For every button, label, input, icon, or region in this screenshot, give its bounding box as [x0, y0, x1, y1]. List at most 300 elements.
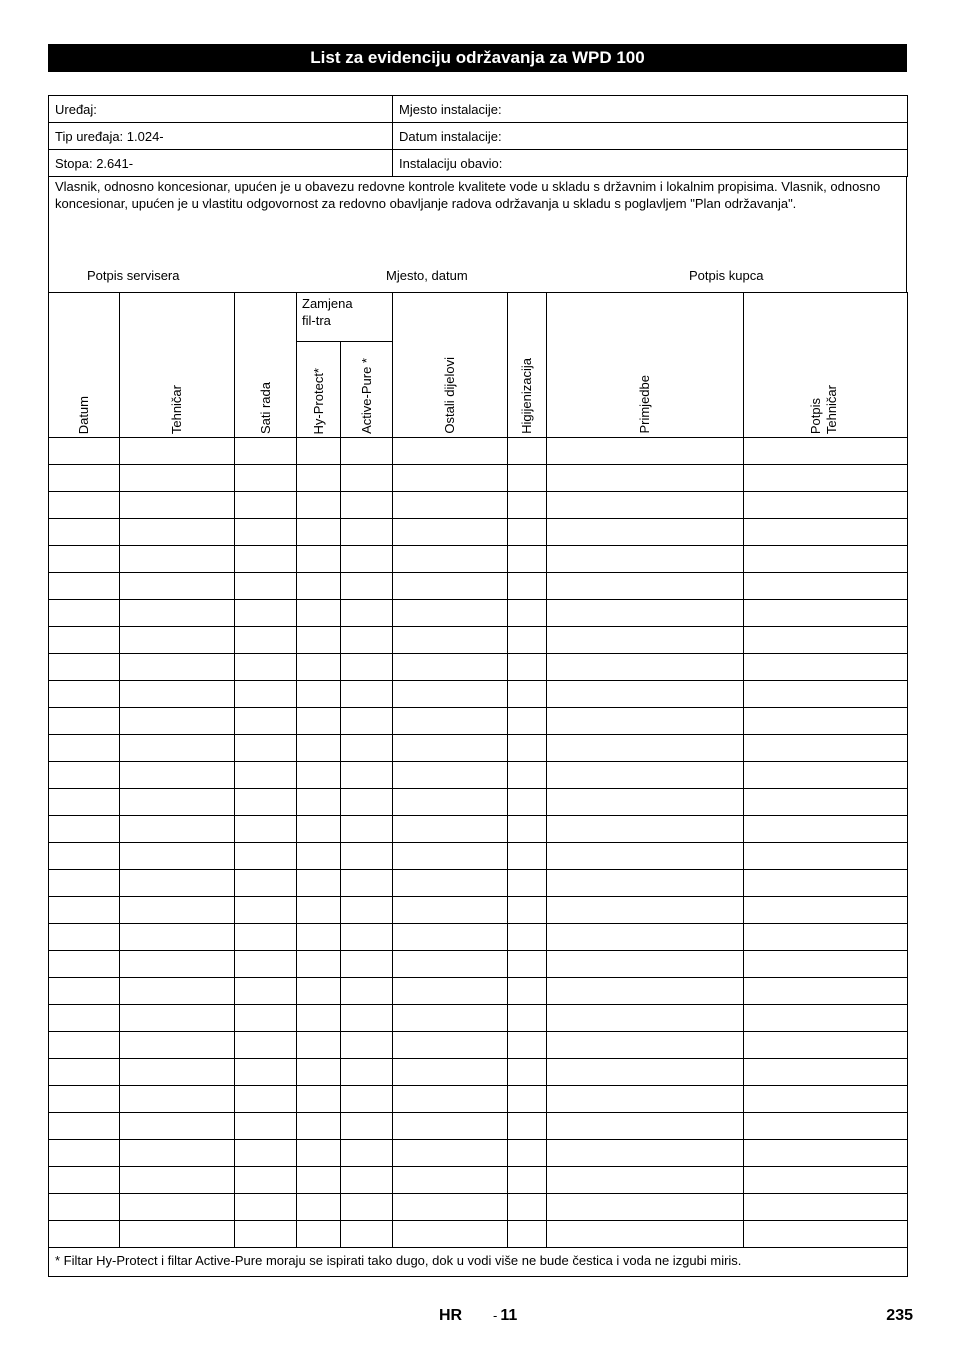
cell-other-parts[interactable]	[393, 897, 508, 924]
cell-active-pure[interactable]	[341, 654, 393, 681]
cell-hy-protect[interactable]	[297, 654, 341, 681]
cell-hygiene[interactable]	[508, 654, 547, 681]
cell-remarks[interactable]	[547, 1086, 744, 1113]
cell-hours[interactable]	[235, 870, 297, 897]
cell-hours[interactable]	[235, 465, 297, 492]
cell-date[interactable]	[49, 546, 120, 573]
cell-technician[interactable]	[120, 816, 235, 843]
cell-hygiene[interactable]	[508, 843, 547, 870]
cell-hours[interactable]	[235, 897, 297, 924]
cell-date[interactable]	[49, 897, 120, 924]
cell-hours[interactable]	[235, 1194, 297, 1221]
cell-active-pure[interactable]	[341, 843, 393, 870]
cell-date[interactable]	[49, 492, 120, 519]
cell-remarks[interactable]	[547, 627, 744, 654]
cell-date[interactable]	[49, 681, 120, 708]
table-row	[49, 1140, 908, 1167]
cell-remarks[interactable]	[547, 978, 744, 1005]
cell-active-pure[interactable]	[341, 1059, 393, 1086]
cell-technician[interactable]	[120, 1221, 235, 1248]
table-row	[49, 735, 908, 762]
cell-active-pure[interactable]	[341, 1194, 393, 1221]
cell-other-parts[interactable]	[393, 546, 508, 573]
cell-date[interactable]	[49, 1032, 120, 1059]
cell-hours[interactable]	[235, 924, 297, 951]
cell-active-pure[interactable]	[341, 978, 393, 1005]
cell-signature[interactable]	[744, 924, 908, 951]
cell-signature[interactable]	[744, 573, 908, 600]
cell-other-parts[interactable]	[393, 681, 508, 708]
cell-active-pure[interactable]	[341, 1113, 393, 1140]
cell-hygiene[interactable]	[508, 681, 547, 708]
table-row	[49, 1167, 908, 1194]
cell-signature[interactable]	[744, 708, 908, 735]
cell-date[interactable]	[49, 1221, 120, 1248]
cell-hy-protect[interactable]	[297, 951, 341, 978]
cell-hy-protect[interactable]	[297, 681, 341, 708]
cell-technician[interactable]	[120, 573, 235, 600]
cell-hygiene[interactable]	[508, 924, 547, 951]
installed-by-field[interactable]: Instalaciju obavio:	[393, 150, 908, 177]
device-type-field[interactable]: Tip uređaja: 1.024-	[49, 123, 393, 150]
cell-remarks[interactable]	[547, 1140, 744, 1167]
cell-hours[interactable]	[235, 492, 297, 519]
cell-hy-protect[interactable]	[297, 1059, 341, 1086]
cell-other-parts[interactable]	[393, 492, 508, 519]
cell-remarks[interactable]	[547, 924, 744, 951]
cell-active-pure[interactable]	[341, 816, 393, 843]
cell-other-parts[interactable]	[393, 735, 508, 762]
cell-date[interactable]	[49, 762, 120, 789]
cell-other-parts[interactable]	[393, 1032, 508, 1059]
cell-date[interactable]	[49, 438, 120, 465]
cell-active-pure[interactable]	[341, 735, 393, 762]
cell-hours[interactable]	[235, 519, 297, 546]
cell-active-pure[interactable]	[341, 1221, 393, 1248]
cell-date[interactable]	[49, 789, 120, 816]
cell-date[interactable]	[49, 1113, 120, 1140]
cell-hours[interactable]	[235, 1059, 297, 1086]
cell-remarks[interactable]	[547, 438, 744, 465]
cell-technician[interactable]	[120, 519, 235, 546]
cell-hy-protect[interactable]	[297, 708, 341, 735]
cell-technician[interactable]	[120, 1167, 235, 1194]
cell-technician[interactable]	[120, 762, 235, 789]
cell-active-pure[interactable]	[341, 492, 393, 519]
cell-hygiene[interactable]	[508, 708, 547, 735]
cell-active-pure[interactable]	[341, 870, 393, 897]
cell-active-pure[interactable]	[341, 1086, 393, 1113]
cell-active-pure[interactable]	[341, 627, 393, 654]
cell-technician[interactable]	[120, 438, 235, 465]
table-row	[49, 519, 908, 546]
cell-hours[interactable]	[235, 951, 297, 978]
cell-hy-protect[interactable]	[297, 1221, 341, 1248]
cell-remarks[interactable]	[547, 573, 744, 600]
cell-hygiene[interactable]	[508, 735, 547, 762]
cell-active-pure[interactable]	[341, 708, 393, 735]
cell-signature[interactable]	[744, 654, 908, 681]
cell-other-parts[interactable]	[393, 1140, 508, 1167]
cell-active-pure[interactable]	[341, 897, 393, 924]
maintenance-log-table	[48, 292, 908, 1277]
cell-signature[interactable]	[744, 438, 908, 465]
cell-hygiene[interactable]	[508, 1113, 547, 1140]
cell-date[interactable]	[49, 600, 120, 627]
cell-hours[interactable]	[235, 1140, 297, 1167]
cell-technician[interactable]	[120, 870, 235, 897]
cell-other-parts[interactable]	[393, 708, 508, 735]
cell-signature[interactable]	[744, 870, 908, 897]
cell-hy-protect[interactable]	[297, 492, 341, 519]
table-row	[49, 978, 908, 1005]
cell-date[interactable]	[49, 465, 120, 492]
cell-date[interactable]	[49, 1140, 120, 1167]
cell-signature[interactable]	[744, 465, 908, 492]
cell-technician[interactable]	[120, 627, 235, 654]
cell-hours[interactable]	[235, 627, 297, 654]
cell-hygiene[interactable]	[508, 1140, 547, 1167]
col-header-hy-protect: Hy-Protect*	[297, 342, 341, 438]
cell-technician[interactable]	[120, 465, 235, 492]
cell-active-pure[interactable]	[341, 681, 393, 708]
cell-hy-protect[interactable]	[297, 1194, 341, 1221]
table-row	[49, 1032, 908, 1059]
cell-remarks[interactable]	[547, 1032, 744, 1059]
cell-hygiene[interactable]	[508, 870, 547, 897]
cell-active-pure[interactable]	[341, 1167, 393, 1194]
col-header-filter-change: Zamjena fil-tra	[297, 293, 393, 342]
cell-active-pure[interactable]	[341, 1005, 393, 1032]
cell-technician[interactable]	[120, 1086, 235, 1113]
cell-other-parts[interactable]	[393, 924, 508, 951]
cell-signature[interactable]	[744, 1059, 908, 1086]
cell-remarks[interactable]	[547, 1221, 744, 1248]
cell-date[interactable]	[49, 627, 120, 654]
cell-remarks[interactable]	[547, 762, 744, 789]
cell-date[interactable]	[49, 843, 120, 870]
cell-signature[interactable]	[744, 681, 908, 708]
col-header-remarks: Primjedbe	[547, 293, 744, 438]
cell-signature[interactable]	[744, 951, 908, 978]
cell-hy-protect[interactable]	[297, 1140, 341, 1167]
cell-date[interactable]	[49, 573, 120, 600]
cell-hy-protect[interactable]	[297, 1032, 341, 1059]
cell-date[interactable]	[49, 924, 120, 951]
cell-other-parts[interactable]	[393, 978, 508, 1005]
cell-remarks[interactable]	[547, 546, 744, 573]
cell-hours[interactable]	[235, 1221, 297, 1248]
cell-hy-protect[interactable]	[297, 1113, 341, 1140]
cell-hy-protect[interactable]	[297, 519, 341, 546]
cell-active-pure[interactable]	[341, 951, 393, 978]
cell-hygiene[interactable]	[508, 546, 547, 573]
cell-signature[interactable]	[744, 1140, 908, 1167]
cell-remarks[interactable]	[547, 870, 744, 897]
cell-hours[interactable]	[235, 708, 297, 735]
table-row	[49, 1194, 908, 1221]
cell-hy-protect[interactable]	[297, 600, 341, 627]
cell-hy-protect[interactable]	[297, 843, 341, 870]
cell-other-parts[interactable]	[393, 438, 508, 465]
cell-technician[interactable]	[120, 1140, 235, 1167]
cell-hours[interactable]	[235, 546, 297, 573]
cell-technician[interactable]	[120, 1032, 235, 1059]
cell-other-parts[interactable]	[393, 654, 508, 681]
cell-date[interactable]	[49, 1059, 120, 1086]
cell-remarks[interactable]	[547, 843, 744, 870]
cell-other-parts[interactable]	[393, 762, 508, 789]
cell-technician[interactable]	[120, 546, 235, 573]
cell-remarks[interactable]	[547, 708, 744, 735]
table-row	[49, 1005, 908, 1032]
cell-hygiene[interactable]	[508, 600, 547, 627]
cell-active-pure[interactable]	[341, 789, 393, 816]
cell-signature[interactable]	[744, 816, 908, 843]
cell-signature[interactable]	[744, 789, 908, 816]
service-signature-label: Potpis servisera	[87, 268, 180, 283]
cell-date[interactable]	[49, 951, 120, 978]
cell-hygiene[interactable]	[508, 1059, 547, 1086]
cell-active-pure[interactable]	[341, 1140, 393, 1167]
cell-signature[interactable]	[744, 1221, 908, 1248]
cell-remarks[interactable]	[547, 681, 744, 708]
cell-technician[interactable]	[120, 978, 235, 1005]
cell-technician[interactable]	[120, 681, 235, 708]
cell-hygiene[interactable]	[508, 465, 547, 492]
cell-other-parts[interactable]	[393, 627, 508, 654]
cell-signature[interactable]	[744, 978, 908, 1005]
cell-date[interactable]	[49, 1194, 120, 1221]
cell-hy-protect[interactable]	[297, 789, 341, 816]
cell-signature[interactable]	[744, 762, 908, 789]
cell-hy-protect[interactable]	[297, 870, 341, 897]
cell-technician[interactable]	[120, 924, 235, 951]
cell-date[interactable]	[49, 978, 120, 1005]
cell-date[interactable]	[49, 735, 120, 762]
col-header-signature: Potpis Tehničar	[744, 293, 908, 438]
cell-active-pure[interactable]	[341, 924, 393, 951]
cell-technician[interactable]	[120, 1113, 235, 1140]
cell-other-parts[interactable]	[393, 816, 508, 843]
cell-hours[interactable]	[235, 1167, 297, 1194]
cell-signature[interactable]	[744, 1194, 908, 1221]
cell-hours[interactable]	[235, 978, 297, 1005]
cell-signature[interactable]	[744, 735, 908, 762]
cell-other-parts[interactable]	[393, 1221, 508, 1248]
cell-active-pure[interactable]	[341, 1032, 393, 1059]
cell-other-parts[interactable]	[393, 1059, 508, 1086]
cell-hygiene[interactable]	[508, 978, 547, 1005]
cell-remarks[interactable]	[547, 492, 744, 519]
cell-technician[interactable]	[120, 843, 235, 870]
cell-hygiene[interactable]	[508, 951, 547, 978]
cell-active-pure[interactable]	[341, 438, 393, 465]
cell-technician[interactable]	[120, 654, 235, 681]
cell-technician[interactable]	[120, 951, 235, 978]
cell-other-parts[interactable]	[393, 519, 508, 546]
col-header-hygiene: Higijenizacija	[508, 293, 547, 438]
cell-signature[interactable]	[744, 627, 908, 654]
cell-hy-protect[interactable]	[297, 1005, 341, 1032]
cell-date[interactable]	[49, 1167, 120, 1194]
cell-hygiene[interactable]	[508, 1086, 547, 1113]
cell-other-parts[interactable]	[393, 1194, 508, 1221]
cell-signature[interactable]	[744, 897, 908, 924]
cell-signature[interactable]	[744, 546, 908, 573]
cell-hygiene[interactable]	[508, 573, 547, 600]
footer-page-number: 235	[886, 1307, 913, 1324]
cell-signature[interactable]	[744, 1113, 908, 1140]
cell-remarks[interactable]	[547, 735, 744, 762]
cell-hygiene[interactable]	[508, 492, 547, 519]
cell-hygiene[interactable]	[508, 897, 547, 924]
cell-signature[interactable]	[744, 1086, 908, 1113]
cell-date[interactable]	[49, 519, 120, 546]
cell-date[interactable]	[49, 816, 120, 843]
cell-hygiene[interactable]	[508, 627, 547, 654]
cell-other-parts[interactable]	[393, 843, 508, 870]
cell-hours[interactable]	[235, 681, 297, 708]
cell-other-parts[interactable]	[393, 600, 508, 627]
cell-signature[interactable]	[744, 1005, 908, 1032]
cell-hy-protect[interactable]	[297, 762, 341, 789]
cell-other-parts[interactable]	[393, 1167, 508, 1194]
cell-hygiene[interactable]	[508, 1221, 547, 1248]
cell-signature[interactable]	[744, 492, 908, 519]
cell-hy-protect[interactable]	[297, 465, 341, 492]
cell-remarks[interactable]	[547, 789, 744, 816]
cell-hy-protect[interactable]	[297, 573, 341, 600]
cell-hygiene[interactable]	[508, 1194, 547, 1221]
cell-technician[interactable]	[120, 492, 235, 519]
col-header-other-parts: Ostali dijelovi	[393, 293, 508, 438]
cell-hy-protect[interactable]	[297, 438, 341, 465]
cell-signature[interactable]	[744, 843, 908, 870]
cell-hy-protect[interactable]	[297, 897, 341, 924]
cell-hygiene[interactable]	[508, 762, 547, 789]
cell-other-parts[interactable]	[393, 1005, 508, 1032]
cell-hours[interactable]	[235, 1005, 297, 1032]
install-date-field[interactable]: Datum instalacije:	[393, 123, 908, 150]
cell-hy-protect[interactable]	[297, 1086, 341, 1113]
cell-date[interactable]	[49, 654, 120, 681]
cell-technician[interactable]	[120, 1059, 235, 1086]
cell-signature[interactable]	[744, 1032, 908, 1059]
cell-active-pure[interactable]	[341, 600, 393, 627]
table-row	[49, 1086, 908, 1113]
cell-hours[interactable]	[235, 762, 297, 789]
cell-other-parts[interactable]	[393, 951, 508, 978]
cell-hy-protect[interactable]	[297, 1167, 341, 1194]
cell-remarks[interactable]	[547, 1005, 744, 1032]
cell-other-parts[interactable]	[393, 789, 508, 816]
cell-other-parts[interactable]	[393, 1113, 508, 1140]
cell-technician[interactable]	[120, 789, 235, 816]
cell-remarks[interactable]	[547, 1194, 744, 1221]
cell-date[interactable]	[49, 1086, 120, 1113]
cell-hours[interactable]	[235, 1113, 297, 1140]
cell-remarks[interactable]	[547, 1059, 744, 1086]
cell-active-pure[interactable]	[341, 465, 393, 492]
cell-remarks[interactable]	[547, 519, 744, 546]
cell-hygiene[interactable]	[508, 519, 547, 546]
cell-hours[interactable]	[235, 600, 297, 627]
cell-hygiene[interactable]	[508, 1032, 547, 1059]
cell-hygiene[interactable]	[508, 816, 547, 843]
cell-technician[interactable]	[120, 1194, 235, 1221]
cell-active-pure[interactable]	[341, 519, 393, 546]
col-header-active-pure: Active-Pure *	[341, 342, 393, 438]
table-row	[49, 789, 908, 816]
cell-hygiene[interactable]	[508, 1167, 547, 1194]
cell-technician[interactable]	[120, 735, 235, 762]
cell-signature[interactable]	[744, 519, 908, 546]
cell-signature[interactable]	[744, 1167, 908, 1194]
cell-hours[interactable]	[235, 735, 297, 762]
cell-other-parts[interactable]	[393, 870, 508, 897]
cell-technician[interactable]	[120, 600, 235, 627]
cell-hygiene[interactable]	[508, 789, 547, 816]
cell-remarks[interactable]	[547, 654, 744, 681]
cell-technician[interactable]	[120, 1005, 235, 1032]
cell-hy-protect[interactable]	[297, 627, 341, 654]
cell-hours[interactable]	[235, 654, 297, 681]
cell-date[interactable]	[49, 708, 120, 735]
cell-active-pure[interactable]	[341, 762, 393, 789]
cell-other-parts[interactable]	[393, 573, 508, 600]
cell-remarks[interactable]	[547, 897, 744, 924]
cell-hours[interactable]	[235, 1086, 297, 1113]
cell-remarks[interactable]	[547, 600, 744, 627]
table-row	[49, 951, 908, 978]
place-date-label: Mjesto, datum	[386, 268, 468, 283]
cell-hygiene[interactable]	[508, 1005, 547, 1032]
cell-hy-protect[interactable]	[297, 735, 341, 762]
cell-hy-protect[interactable]	[297, 924, 341, 951]
cell-remarks[interactable]	[547, 816, 744, 843]
device-field[interactable]: Uređaj:	[49, 96, 393, 123]
stage-field[interactable]: Stopa: 2.641-	[49, 150, 393, 177]
cell-active-pure[interactable]	[341, 573, 393, 600]
cell-hygiene[interactable]	[508, 438, 547, 465]
cell-remarks[interactable]	[547, 951, 744, 978]
cell-remarks[interactable]	[547, 1113, 744, 1140]
cell-hy-protect[interactable]	[297, 978, 341, 1005]
cell-hy-protect[interactable]	[297, 546, 341, 573]
cell-hy-protect[interactable]	[297, 816, 341, 843]
cell-date[interactable]	[49, 870, 120, 897]
cell-hours[interactable]	[235, 816, 297, 843]
cell-remarks[interactable]	[547, 465, 744, 492]
cell-signature[interactable]	[744, 600, 908, 627]
cell-hours[interactable]	[235, 1032, 297, 1059]
cell-hours[interactable]	[235, 843, 297, 870]
cell-remarks[interactable]	[547, 1167, 744, 1194]
cell-hours[interactable]	[235, 438, 297, 465]
table-row	[49, 924, 908, 951]
cell-active-pure[interactable]	[341, 546, 393, 573]
cell-other-parts[interactable]	[393, 465, 508, 492]
cell-date[interactable]	[49, 1005, 120, 1032]
install-location-field[interactable]: Mjesto instalacije:	[393, 96, 908, 123]
cell-technician[interactable]	[120, 897, 235, 924]
device-info-table	[48, 95, 908, 177]
cell-other-parts[interactable]	[393, 1086, 508, 1113]
cell-hours[interactable]	[235, 789, 297, 816]
cell-hours[interactable]	[235, 573, 297, 600]
cell-technician[interactable]	[120, 708, 235, 735]
